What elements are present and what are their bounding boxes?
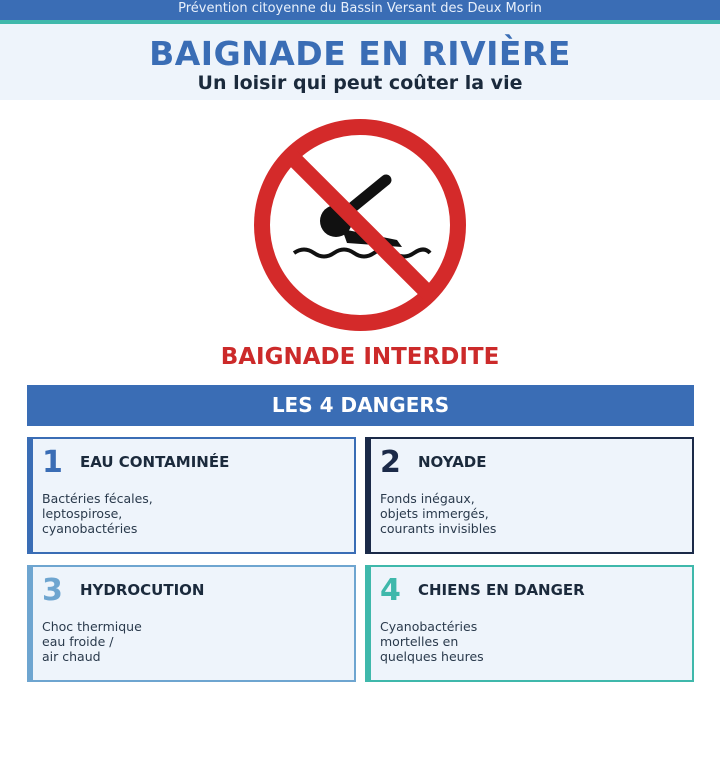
danger-number: 1 <box>42 445 63 480</box>
top-banner: Prévention citoyenne du Bassin Versant des Deux Morin <box>0 0 720 20</box>
danger-description: Bactéries fécales, leptospirose, cyanobactéries <box>42 491 153 536</box>
page-subtitle: Un loisir qui peut coûter la vie <box>197 72 523 94</box>
danger-number: 3 <box>42 573 63 608</box>
danger-card <box>27 565 356 682</box>
header <box>0 24 720 100</box>
danger-title: NOYADE <box>418 453 487 471</box>
danger-card <box>365 437 694 554</box>
danger-title: CHIENS EN DANGER <box>418 581 585 599</box>
danger-description: Cyanobactéries mortelles en quelques heures <box>380 619 484 664</box>
forbidden-label: BAIGNADE INTERDITE <box>220 344 500 370</box>
danger-card <box>365 565 694 682</box>
danger-description: Fonds inégaux, objets immergés, courants invisibles <box>380 491 497 536</box>
page-title: BAIGNADE EN RIVIÈRE <box>149 34 571 73</box>
danger-title: EAU CONTAMINÉE <box>80 453 230 471</box>
danger-number: 4 <box>380 573 401 608</box>
danger-description: Choc thermique eau froide / air chaud <box>42 619 142 664</box>
danger-number: 2 <box>380 445 401 480</box>
danger-title: HYDROCUTION <box>80 581 205 599</box>
dangers-heading: LES 4 DANGERS <box>27 385 694 426</box>
danger-card <box>27 437 356 554</box>
no-swimming-icon <box>252 117 468 333</box>
